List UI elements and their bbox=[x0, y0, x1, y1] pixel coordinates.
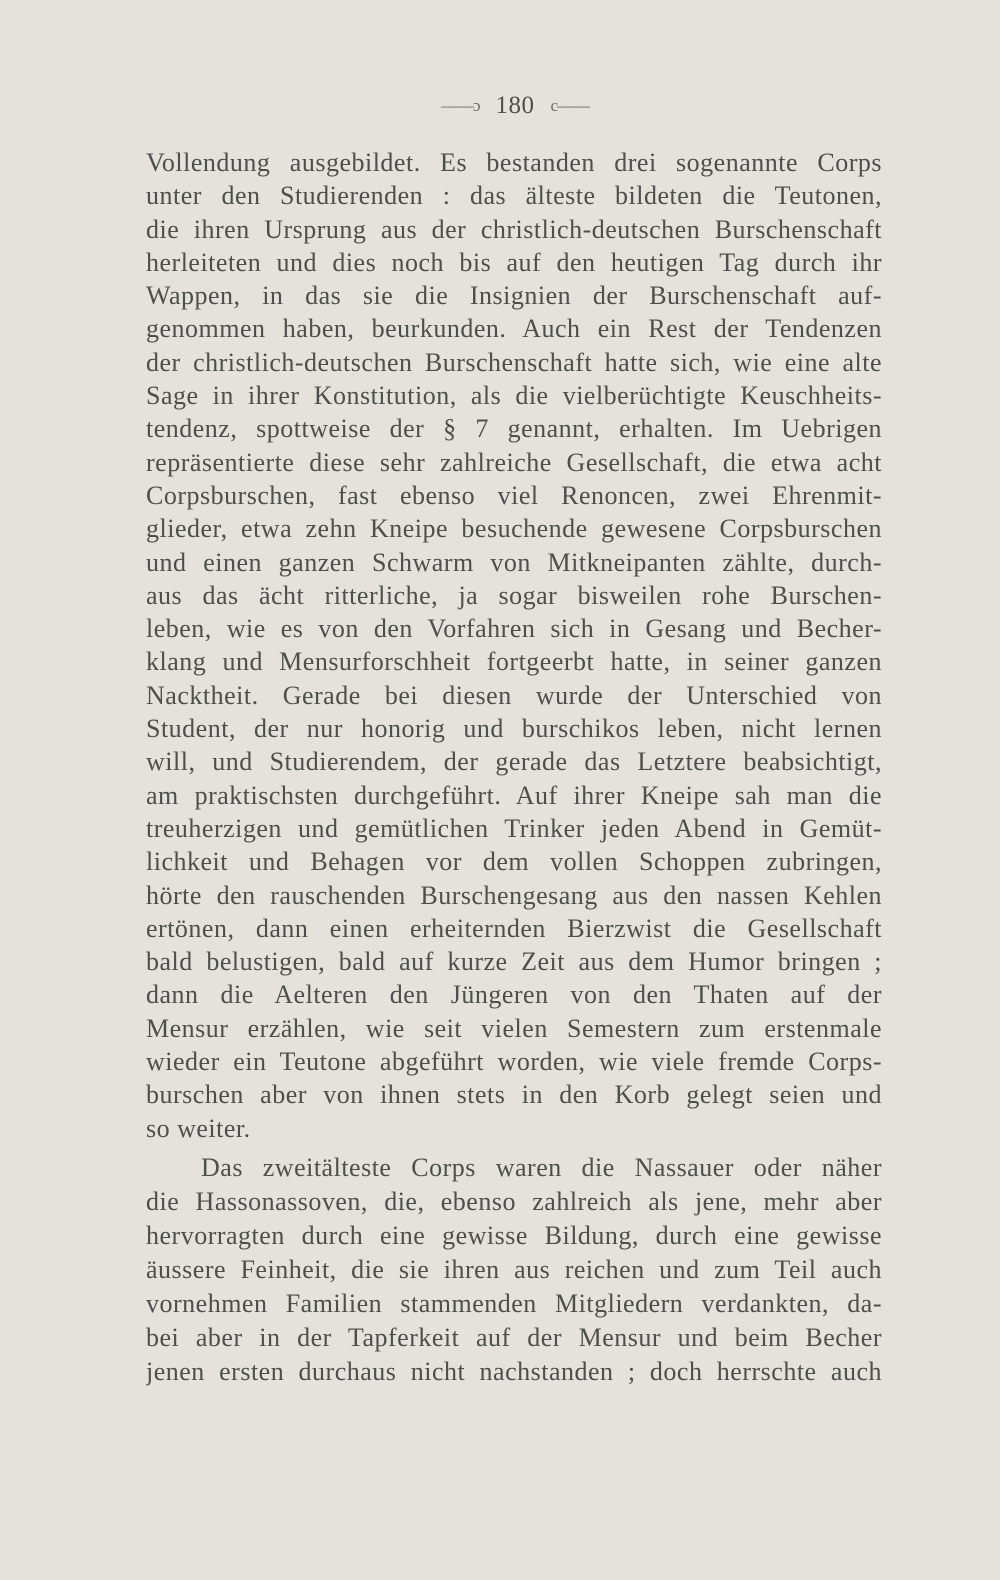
text-line: vornehmen Familien stammenden Mitgliedern verdankten, da- bbox=[146, 1288, 882, 1318]
text-line: ertönen, dann einen erheiternden Bierzwist die Gesellschaft bbox=[146, 913, 882, 943]
text-line: leben, wie es von den Vorfahren sich in Gesang und Becher- bbox=[146, 614, 882, 644]
text-line: die Hassonassoven, die, ebenso zahlreich als jene, mehr aber bbox=[146, 1186, 882, 1216]
running-header bbox=[395, 88, 635, 124]
text-line: klang und Mensurforschheit fortgeerbt hatte, in seiner ganzen bbox=[146, 647, 882, 677]
text-line: burschen aber von ihnen stets in den Korb gelegt seien und bbox=[146, 1080, 882, 1110]
paragraph bbox=[146, 146, 882, 1145]
text-line: so weiter. bbox=[146, 1113, 251, 1143]
text-line: lichkeit und Behagen vor dem vollen Schoppen zubringen, bbox=[146, 847, 882, 877]
text-line: dann die Aelteren den Jüngeren von den Thaten auf der bbox=[146, 980, 882, 1010]
text-line: bei aber in der Tapferkeit auf der Mensur und beim Becher bbox=[146, 1322, 882, 1352]
text-line: unter den Studierenden : das älteste bildeten die Teutonen, bbox=[146, 181, 882, 211]
text-line: Das zweitälteste Corps waren die Nassauer oder näher bbox=[201, 1152, 882, 1182]
text-line: wieder ein Teutone abgeführt worden, wie viele fremde Corps- bbox=[146, 1047, 882, 1077]
text-line: Sage in ihrer Konstitution, als die vielberüchtigte Keuschheits- bbox=[146, 381, 882, 411]
text-line: hörte den rauschenden Burschengesang aus den nassen Kehlen bbox=[146, 880, 882, 910]
text-line: Nacktheit. Gerade bei diesen wurde der Unterschied von bbox=[146, 680, 882, 710]
text-line: bald belustigen, bald auf kurze Zeit aus dem Humor bringen ; bbox=[146, 947, 882, 977]
text-line: jenen ersten durchaus nicht nachstanden ; doch herrschte auch bbox=[146, 1356, 882, 1386]
text-line: die ihren Ursprung aus der christlich-deutschen Burschenschaft bbox=[146, 214, 882, 244]
text-line: Student, der nur honorig und burschikos leben, nicht lernen bbox=[146, 714, 882, 744]
text-line: hervorragten durch eine gewisse Bildung, durch eine gewisse bbox=[146, 1220, 882, 1250]
text-line: aus das ächt ritterliche, ja sogar bisweilen rohe Burschen- bbox=[146, 580, 882, 610]
page-number: 180 bbox=[495, 92, 535, 119]
text-line: der christlich-deutschen Burschenschaft hatte sich, wie eine alte bbox=[146, 347, 882, 377]
text-line: glieder, etwa zehn Kneipe besuchende gewesene Corpsburschen bbox=[146, 514, 882, 544]
text-line: am praktischsten durchgeführt. Auf ihrer Kneipe sah man die bbox=[146, 780, 882, 810]
text-line: Wappen, in das sie die Insignien der Burschenschaft auf- bbox=[146, 281, 882, 311]
paragraph bbox=[146, 1151, 882, 1389]
text-line: treuherzigen und gemütlichen Trinker jeden Abend in Gemüt- bbox=[146, 813, 882, 843]
text-line: äussere Feinheit, die sie ihren aus reichen und zum Teil auch bbox=[146, 1254, 882, 1284]
header-ornament-left: ——ɔ bbox=[440, 96, 480, 115]
body-text bbox=[146, 146, 882, 1389]
text-line: herleiteten und dies noch bis auf den heutigen Tag durch ihr bbox=[146, 247, 882, 277]
header-ornament-right: c—— bbox=[550, 96, 590, 115]
text-line: repräsentierte diese sehr zahlreiche Gesellschaft, die etwa acht bbox=[146, 447, 882, 477]
text-line: tendenz, spottweise der § 7 genannt, erhalten. Im Uebrigen bbox=[146, 414, 882, 444]
text-line: Vollendung ausgebildet. Es bestanden drei sogenannte Corps bbox=[146, 148, 882, 177]
text-line: und einen ganzen Schwarm von Mitkneipanten zählte, durch- bbox=[146, 547, 882, 577]
text-line: Corpsburschen, fast ebenso viel Renoncen, zwei Ehrenmit- bbox=[146, 480, 882, 510]
text-line: genommen haben, beurkunden. Auch ein Rest der Tendenzen bbox=[146, 314, 882, 344]
text-line: Mensur erzählen, wie seit vielen Semestern zum erstenmale bbox=[146, 1013, 882, 1043]
text-line: will, und Studierendem, der gerade das Letztere beabsichtigt, bbox=[146, 747, 882, 777]
